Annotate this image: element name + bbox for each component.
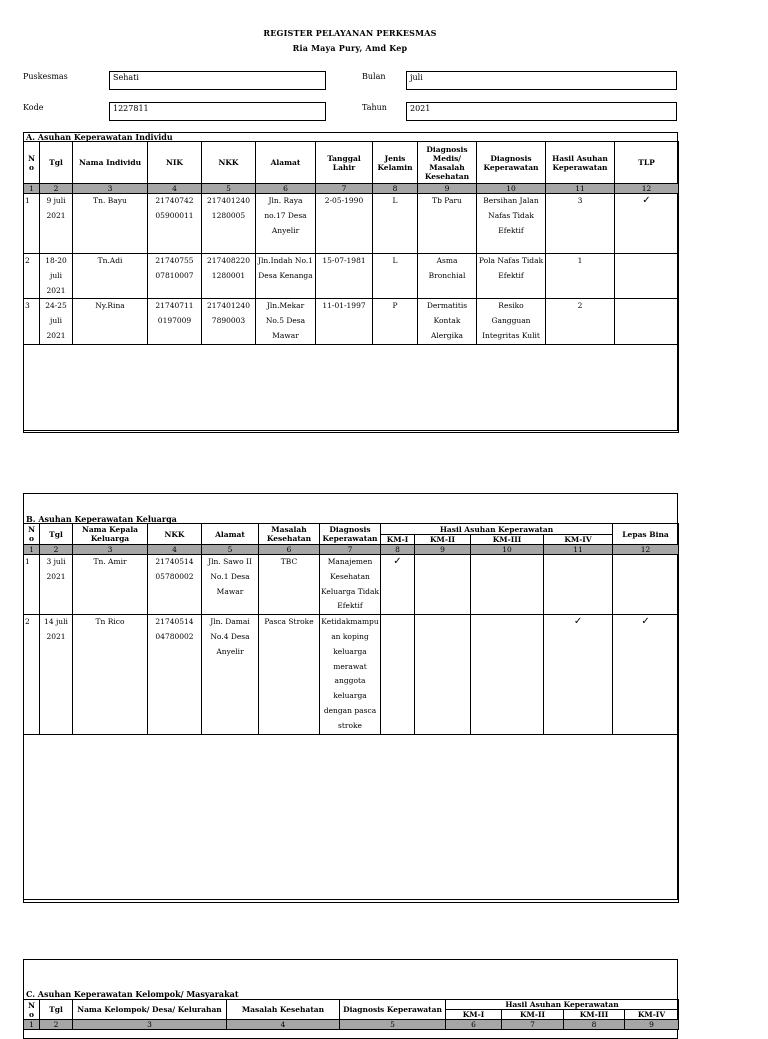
b-empty-cell <box>613 734 679 902</box>
c-col-number: 2 <box>40 1020 73 1030</box>
a-table-row <box>24 299 679 344</box>
c-col-number: 8 <box>564 1020 625 1030</box>
a-table-cell: 9 juli 2021 <box>40 194 73 254</box>
a-table-cell: Bersihan Jalan Nafas Tidak Efektif <box>477 194 546 254</box>
b-check-cell <box>544 555 613 615</box>
page-title: REGISTER PELAYANAN PERKESMAS <box>263 28 437 38</box>
a-table-cell: 3 <box>546 194 615 254</box>
b-col-number: 9 <box>415 545 471 555</box>
a-head-col-4: NIK <box>148 142 202 184</box>
b-table-cell: 3 juli 2021 <box>40 555 73 615</box>
b-check-cell <box>381 615 415 734</box>
b-head-no: N o <box>24 524 40 545</box>
section-c-title: C. Asuhan Keperawatan Kelompok/ Masyarakat <box>26 989 239 999</box>
a-tlp-check <box>615 299 679 344</box>
b-table-row <box>24 555 679 615</box>
tahun-field[interactable]: 2021 <box>406 102 677 121</box>
a-head-col-8: Jenis Kelamin <box>373 142 418 184</box>
a-table-cell: 15-07-1981 <box>316 254 373 299</box>
puskesmas-field[interactable]: Sehati <box>109 71 326 90</box>
a-table-cell: 11-01-1997 <box>316 299 373 344</box>
a-table-cell: 24-25 juli 2021 <box>40 299 73 344</box>
a-table-cell: Asma Bronchial <box>418 254 477 299</box>
b-col-number: 11 <box>544 545 613 555</box>
a-table-row <box>24 254 679 299</box>
b-col-number: 12 <box>613 545 679 555</box>
tahun-label: Tahun <box>362 103 387 112</box>
a-table-cell: Dermatitis Kontak Alergika <box>418 299 477 344</box>
b-check-cell: ✓ <box>381 555 415 615</box>
a-table-cell: 1 <box>24 194 40 254</box>
a-table-cell: Jln. Raya no.17 Desa Anyelir <box>256 194 316 254</box>
a-table-cell: 21740742 05900011 <box>148 194 202 254</box>
c-col-number: 6 <box>446 1020 502 1030</box>
a-table-cell: 21740711 0197009 <box>148 299 202 344</box>
a-table-cell: L <box>373 194 418 254</box>
b-empty-cell <box>40 734 73 902</box>
b-empty-cell <box>471 734 544 902</box>
a-head-col-6: Alamat <box>256 142 316 184</box>
page-subtitle: Ria Maya Pury, Amd Kep <box>292 43 408 53</box>
a-col-number: 10 <box>477 184 546 194</box>
a-col-number: 5 <box>202 184 256 194</box>
a-empty-cell <box>316 344 373 432</box>
a-col-number: 4 <box>148 184 202 194</box>
a-table-cell: 217401240 7890003 <box>202 299 256 344</box>
b-col-number: 5 <box>202 545 259 555</box>
b-empty-cell <box>24 734 40 902</box>
b-empty-cell <box>544 734 613 902</box>
a-head-col-12: TLP <box>615 142 679 184</box>
b-empty-cell <box>202 734 259 902</box>
a-head-col-1: N o <box>24 142 40 184</box>
b-table-cell: 2 <box>24 615 40 734</box>
b-head-masalah: Masalah Kesehatan <box>259 524 320 545</box>
c-col-number: 4 <box>227 1020 340 1030</box>
b-col-number: 8 <box>381 545 415 555</box>
a-table-cell: 18-20 juli 2021 <box>40 254 73 299</box>
a-table-cell: L <box>373 254 418 299</box>
section-a-title: A. Asuhan Keperawatan Individu <box>26 132 173 142</box>
a-table-cell: 2-05-1990 <box>316 194 373 254</box>
b-head-km3: KM-III <box>471 535 544 545</box>
b-col-number: 2 <box>40 545 73 555</box>
a-col-number: 12 <box>615 184 679 194</box>
b-check-cell <box>415 615 471 734</box>
b-head-km4: KM-IV <box>544 535 613 545</box>
a-empty-cell <box>615 344 679 432</box>
a-empty-cell <box>73 344 148 432</box>
a-table-cell: 1 <box>546 254 615 299</box>
a-table-cell: Jln.Indah No.1 Desa Kenanga <box>256 254 316 299</box>
b-col-number: 10 <box>471 545 544 555</box>
b-head-lepas-bina: Lepas Bina <box>613 524 679 545</box>
b-table-cell: Pasca Stroke <box>259 615 320 734</box>
a-empty-cell <box>40 344 73 432</box>
kode-label: Kode <box>23 103 44 112</box>
a-empty-cell <box>418 344 477 432</box>
b-table-row <box>24 615 679 734</box>
a-table-row <box>24 194 679 254</box>
c-head-masalah: Masalah Kesehatan <box>227 1000 340 1020</box>
a-col-number: 7 <box>316 184 373 194</box>
b-check-cell: ✓ <box>613 615 679 734</box>
b-check-cell <box>613 555 679 615</box>
c-head-hasil: Hasil Asuhan Keperawatan <box>446 1000 679 1010</box>
b-head-alamat: Alamat <box>202 524 259 545</box>
b-col-number: 1 <box>24 545 40 555</box>
b-table-cell: 21740514 04780002 <box>148 615 202 734</box>
a-empty-cell <box>546 344 615 432</box>
c-head-no: N o <box>24 1000 40 1020</box>
c-col-number: 7 <box>502 1020 564 1030</box>
b-check-cell: ✓ <box>544 615 613 734</box>
b-empty-cell <box>148 734 202 902</box>
b-empty-row <box>24 734 679 902</box>
c-col-number: 3 <box>73 1020 227 1030</box>
a-col-number: 2 <box>40 184 73 194</box>
a-table-cell: 3 <box>24 299 40 344</box>
a-empty-cell <box>202 344 256 432</box>
b-table-cell: Tn Rico <box>73 615 148 734</box>
a-table-cell: Ny.Rina <box>73 299 148 344</box>
a-empty-cell <box>373 344 418 432</box>
a-col-number: 3 <box>73 184 148 194</box>
c-head-tgl: Tgl <box>40 1000 73 1020</box>
a-table-cell: 21740755 07810007 <box>148 254 202 299</box>
c-head-km2: KM-II <box>502 1010 564 1020</box>
b-head-tgl: Tgl <box>40 524 73 545</box>
b-col-number: 7 <box>320 545 381 555</box>
a-table-cell: 2 <box>24 254 40 299</box>
b-table-cell: Tn. Amir <box>73 555 148 615</box>
c-head-nama: Nama Kelompok/ Desa/ Kelurahan <box>73 1000 227 1020</box>
b-table-cell: Ketidakmampuan koping keluarga merawat anggota keluarga dengan pasca stroke <box>320 615 381 734</box>
puskesmas-label: Puskesmas <box>23 72 68 81</box>
bulan-label: Bulan <box>362 72 386 81</box>
b-head-nama: Nama Kepala Keluarga <box>73 524 148 545</box>
b-check-cell <box>471 615 544 734</box>
b-table-cell: Manajemen Kesehatan Keluarga Tidak Efektif <box>320 555 381 615</box>
b-empty-cell <box>415 734 471 902</box>
c-head-km3: KM-III <box>564 1010 625 1020</box>
a-table-cell: 2 <box>546 299 615 344</box>
c-col-number: 9 <box>625 1020 679 1030</box>
a-table-cell: Jln.Mekar No.5 Desa Mawar <box>256 299 316 344</box>
a-col-number: 9 <box>418 184 477 194</box>
a-empty-cell <box>256 344 316 432</box>
b-empty-cell <box>381 734 415 902</box>
a-head-col-9: Diagnosis Medis/ Masalah Kesehatan <box>418 142 477 184</box>
a-empty-cell <box>148 344 202 432</box>
b-head-km2: KM-II <box>415 535 471 545</box>
a-col-number: 6 <box>256 184 316 194</box>
b-head-km1: KM-I <box>381 535 415 545</box>
a-table-cell: Tn. Bayu <box>73 194 148 254</box>
a-head-col-10: Diagnosis Keperawatan <box>477 142 546 184</box>
b-head-hasil: Hasil Asuhan Keperawatan <box>381 524 613 535</box>
b-empty-cell <box>320 734 381 902</box>
b-col-number: 4 <box>148 545 202 555</box>
b-table-cell: 1 <box>24 555 40 615</box>
a-empty-row <box>24 344 679 432</box>
section-a-table <box>23 141 679 433</box>
a-head-col-11: Hasil Asuhan Keperawatan <box>546 142 615 184</box>
b-empty-cell <box>259 734 320 902</box>
b-table-cell: Jln. Sawo II No.1 Desa Mawar <box>202 555 259 615</box>
bulan-field[interactable]: juli <box>406 71 677 90</box>
c-col-number: 5 <box>340 1020 446 1030</box>
a-empty-cell <box>477 344 546 432</box>
b-head-diagnosis: Diagnosis Keperawatan <box>320 524 381 545</box>
b-col-number: 6 <box>259 545 320 555</box>
b-table-cell: 14 juli 2021 <box>40 615 73 734</box>
a-tlp-check: ✓ <box>615 194 679 254</box>
a-table-cell: Tb Paru <box>418 194 477 254</box>
a-col-number: 11 <box>546 184 615 194</box>
kode-field[interactable]: 1227811 <box>109 102 326 121</box>
a-table-cell: Tn.Adi <box>73 254 148 299</box>
b-col-number: 3 <box>73 545 148 555</box>
c-head-km1: KM-I <box>446 1010 502 1020</box>
a-table-cell: 217401240 1280005 <box>202 194 256 254</box>
section-c-table <box>23 999 679 1030</box>
a-empty-cell <box>24 344 40 432</box>
b-check-cell <box>471 555 544 615</box>
b-empty-cell <box>73 734 148 902</box>
a-table-cell: Pola Nafas Tidak Efektif <box>477 254 546 299</box>
c-col-number: 1 <box>24 1020 40 1030</box>
a-table-cell: 217408220 1280001 <box>202 254 256 299</box>
a-col-number: 8 <box>373 184 418 194</box>
a-table-cell: Resiko Gangguan Integritas Kulit <box>477 299 546 344</box>
c-head-km4: KM-IV <box>625 1010 679 1020</box>
a-head-col-5: NKK <box>202 142 256 184</box>
a-head-col-2: Tgl <box>40 142 73 184</box>
b-table-cell: Jln. Damai No.4 Desa Anyelir <box>202 615 259 734</box>
section-b-table <box>23 523 679 903</box>
a-head-col-7: Tanggal Lahir <box>316 142 373 184</box>
a-tlp-check <box>615 254 679 299</box>
c-head-diagnosis: Diagnosis Keperawatan <box>340 1000 446 1020</box>
a-head-col-3: Nama Individu <box>73 142 148 184</box>
b-check-cell <box>415 555 471 615</box>
b-table-cell: TBC <box>259 555 320 615</box>
a-col-number: 1 <box>24 184 40 194</box>
b-head-nkk: NKK <box>148 524 202 545</box>
a-table-cell: P <box>373 299 418 344</box>
b-table-cell: 21740514 05780002 <box>148 555 202 615</box>
section-b-title: B. Asuhan Keperawatan Keluarga <box>26 514 177 524</box>
